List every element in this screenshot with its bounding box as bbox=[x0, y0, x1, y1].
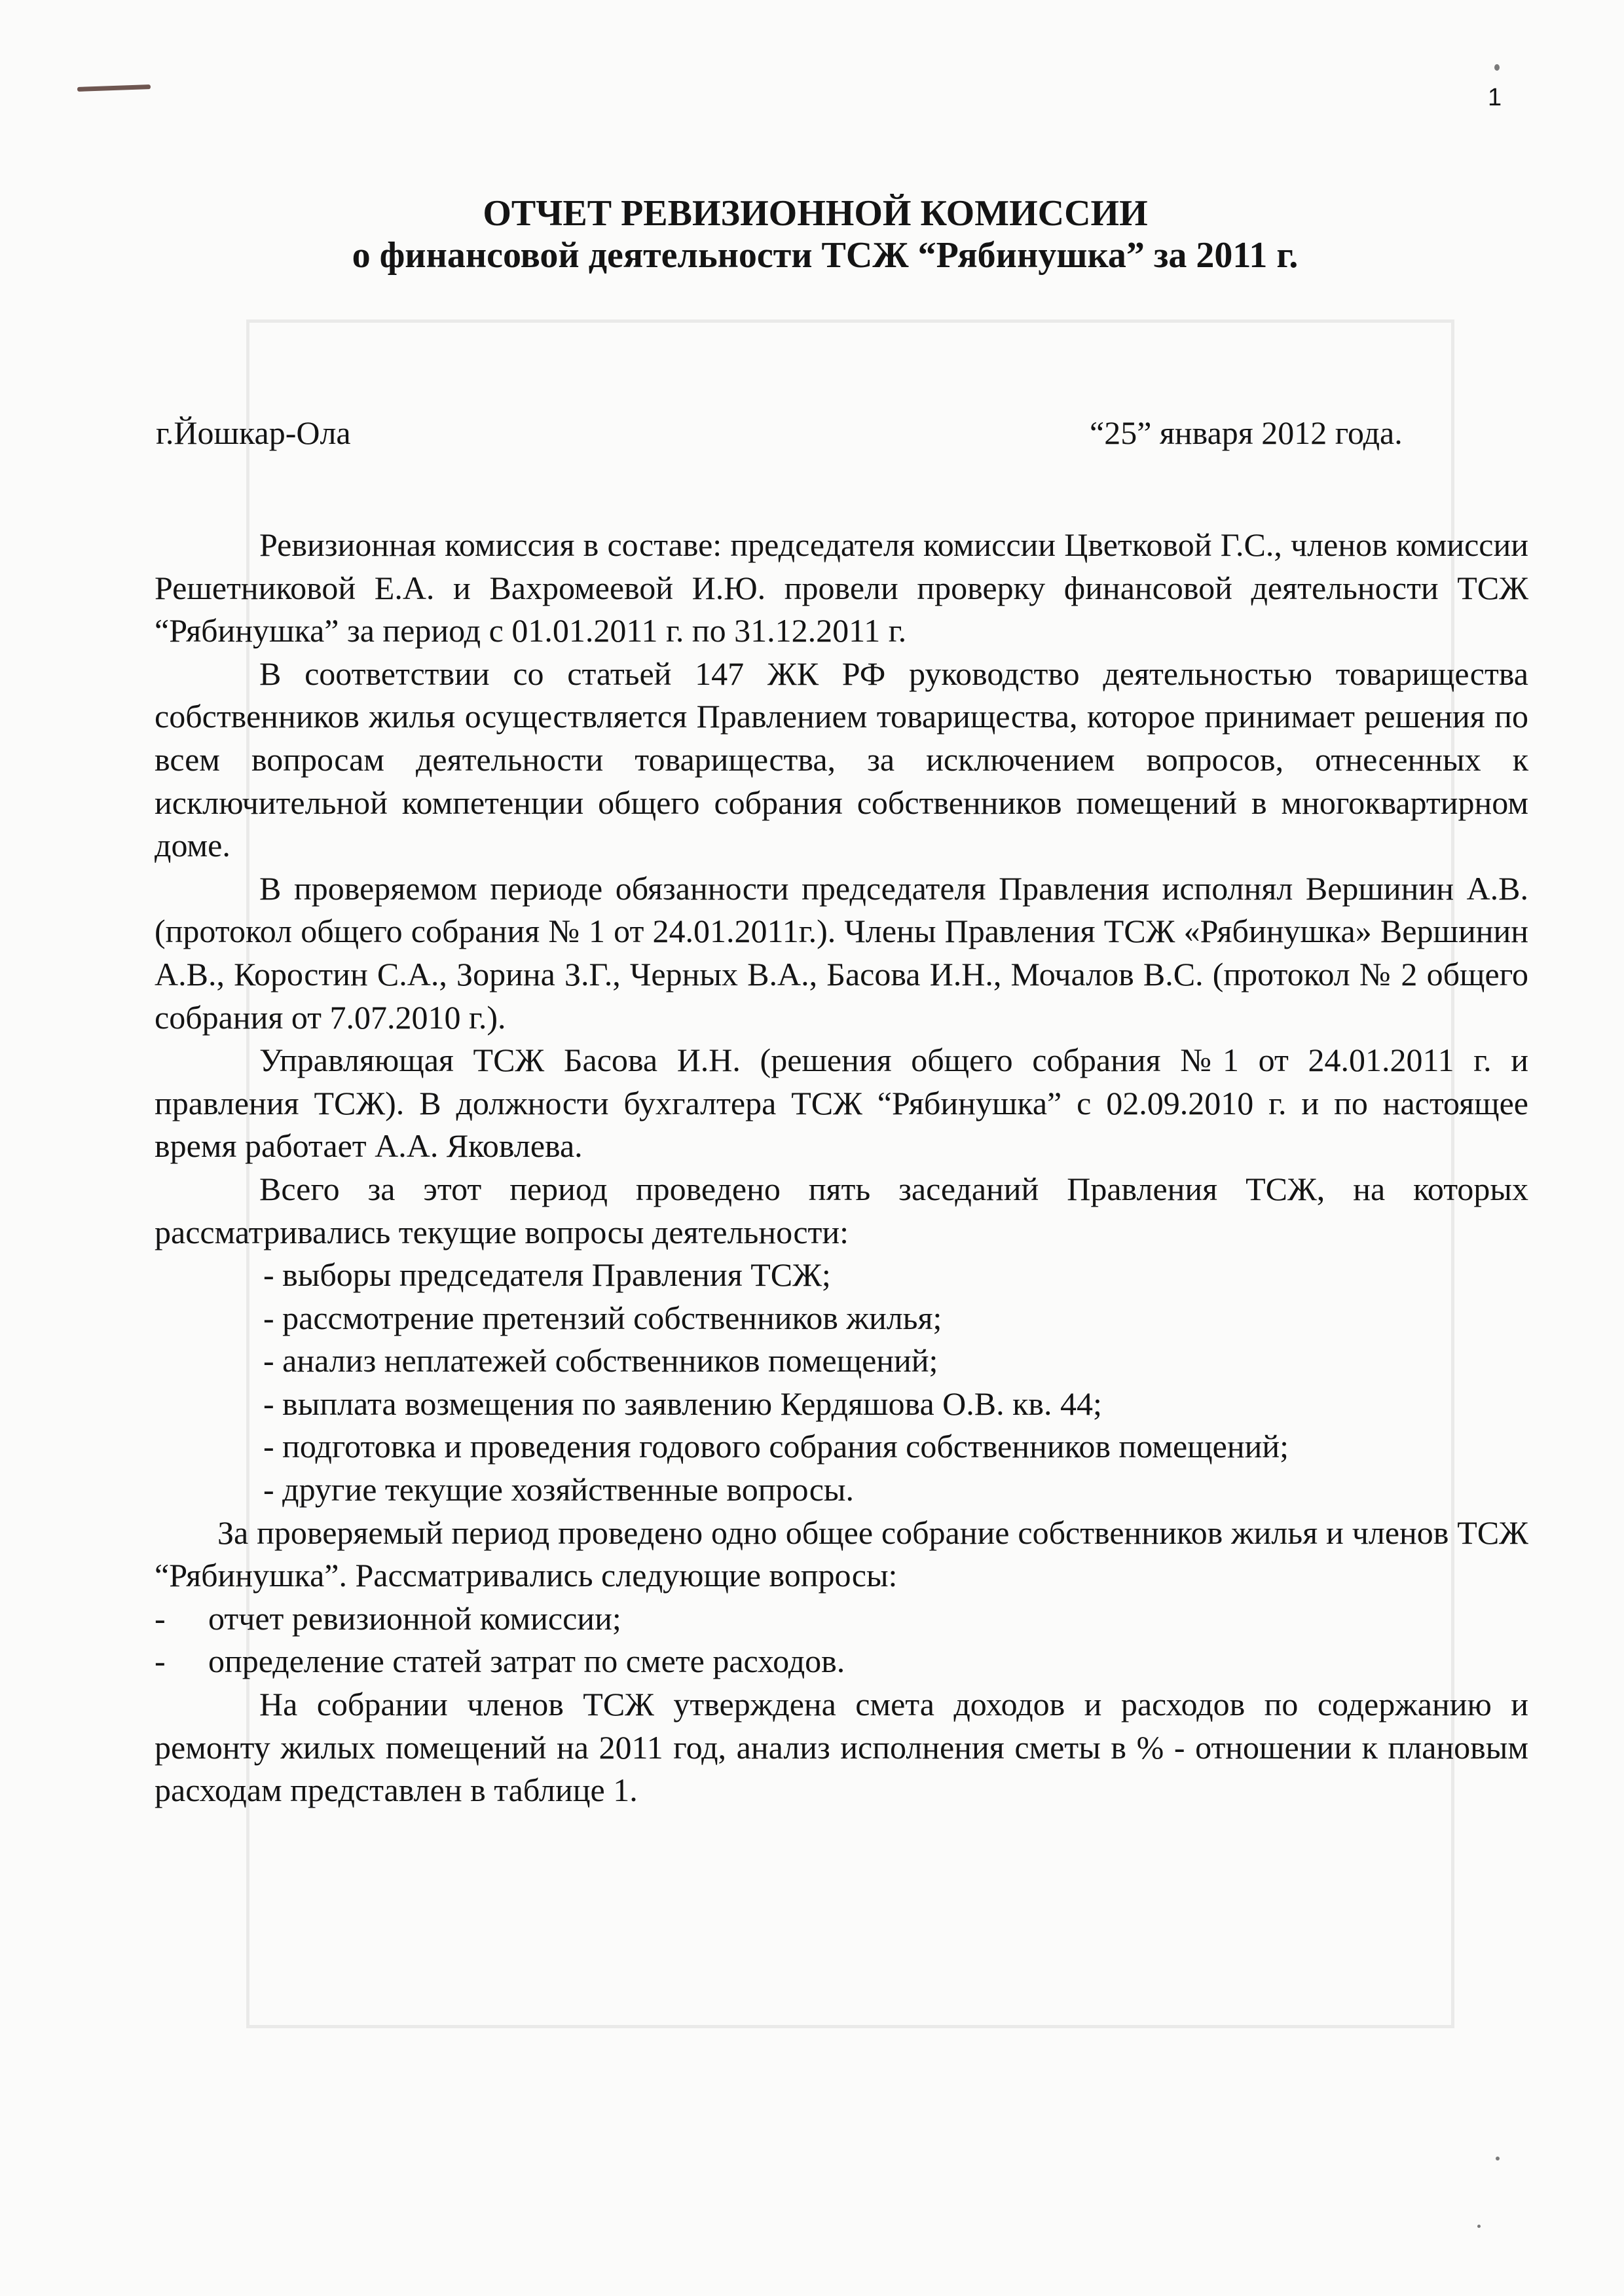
list-item bbox=[155, 1597, 1528, 1641]
list-item-text: отчет ревизионной комиссии; bbox=[208, 1599, 621, 1637]
list-item-text: определение статей затрат по смете расходов. bbox=[208, 1643, 845, 1680]
list-item: - рассмотрение претензий собственников жилья; bbox=[263, 1299, 942, 1336]
list-item: - выплата возмещения по заявлению Кердяшова О.В. кв. 44; bbox=[263, 1385, 1102, 1422]
report-title: ОТЧЕТ РЕВИЗИОННОЙ КОМИССИИ bbox=[483, 193, 1148, 234]
page-number: 1 bbox=[1488, 84, 1502, 111]
scan-speck bbox=[1477, 2225, 1481, 2228]
dash-bullet: - bbox=[155, 1599, 166, 1637]
paragraph-management: В соответствии со статьей 147 ЖК РФ руководство деятельностью товарищества собственников жилья осуществляется Правлением товарищества, которое принимает решения по всем вопросам деятельности товарищества, за исключением вопросов, отнесенных к исключительной компетенции общего собрания собственников помещений в многоквартирном доме. bbox=[155, 655, 1528, 864]
paragraph-budget: На собрании членов ТСЖ утверждена смета доходов и расходов по содержанию и ремонту жилых помещений на 2011 год, анализ исполнения сметы в % - отношении к плановым расходам представлен в таблице 1. bbox=[155, 1686, 1528, 1809]
paragraph-commission: Ревизионная комиссия в составе: председателя комиссии Цветковой Г.С., членов комиссии Решетниковой Е.А. и Вахромеевой И.Ю. провели проверку финансовой деятельности ТСЖ “Рябинушка” за период с 01.01.2011 г. по 31.12.2011 г. bbox=[155, 526, 1528, 649]
report-body bbox=[155, 524, 1528, 1812]
place: г.Йошкар-Ола bbox=[156, 414, 351, 451]
scan-speck bbox=[1496, 2157, 1500, 2160]
paragraph-general-meeting: За проверяемый период проведено одно общее собрание собственников жилья и членов ТСЖ “Рябинушка”. Рассматривались следующие вопросы: bbox=[155, 1514, 1528, 1594]
report-subtitle: о финансовой деятельности ТСЖ “Рябинушка” за 2011 г. bbox=[352, 235, 1299, 276]
list-item: - другие текущие хозяйственные вопросы. bbox=[263, 1471, 854, 1508]
scan-speck bbox=[1494, 64, 1500, 71]
list-item: - выборы председателя Правления ТСЖ; bbox=[263, 1256, 831, 1294]
paragraph-manager: Управляющая ТСЖ Басова И.Н. (решения общего собрания №1 от 24.01.2011 г. и правления ТСЖ). В должности бухгалтера ТСЖ “Рябинушка” с 02.09.2010 г. и по настоящее время работает А.А. Яковлева. bbox=[155, 1042, 1528, 1165]
paragraph-chairman: В проверяемом периоде обязанности председателя Правления исполнял Вершинин А.В. (протокол общего собрания № 1 от 24.01.2011г.). Члены Правления ТСЖ «Рябинушка» Вершинин А.В., Коростин С.А., Зорина З.Г., Черных В.А., Басова И.Н., Мочалов В.С. (протокол № 2 общего собрания от 7.07.2010 г.). bbox=[155, 869, 1528, 1036]
paragraph-board-meetings: Всего за этот период проведено пять заседаний Правления ТСЖ, на которых рассматривались текущие вопросы деятельности: bbox=[155, 1170, 1528, 1250]
list-item bbox=[155, 1640, 1528, 1683]
list-item: - подготовка и проведения годового собрания собственников помещений; bbox=[263, 1428, 1289, 1465]
dash-bullet: - bbox=[155, 1643, 166, 1680]
report-date: “25” января 2012 года. bbox=[1090, 414, 1403, 451]
scan-mark bbox=[77, 84, 151, 92]
board-issues-list bbox=[155, 1254, 1528, 1512]
agenda-list bbox=[155, 1597, 1528, 1683]
list-item: - анализ неплатежей собственников помещений; bbox=[263, 1342, 938, 1379]
